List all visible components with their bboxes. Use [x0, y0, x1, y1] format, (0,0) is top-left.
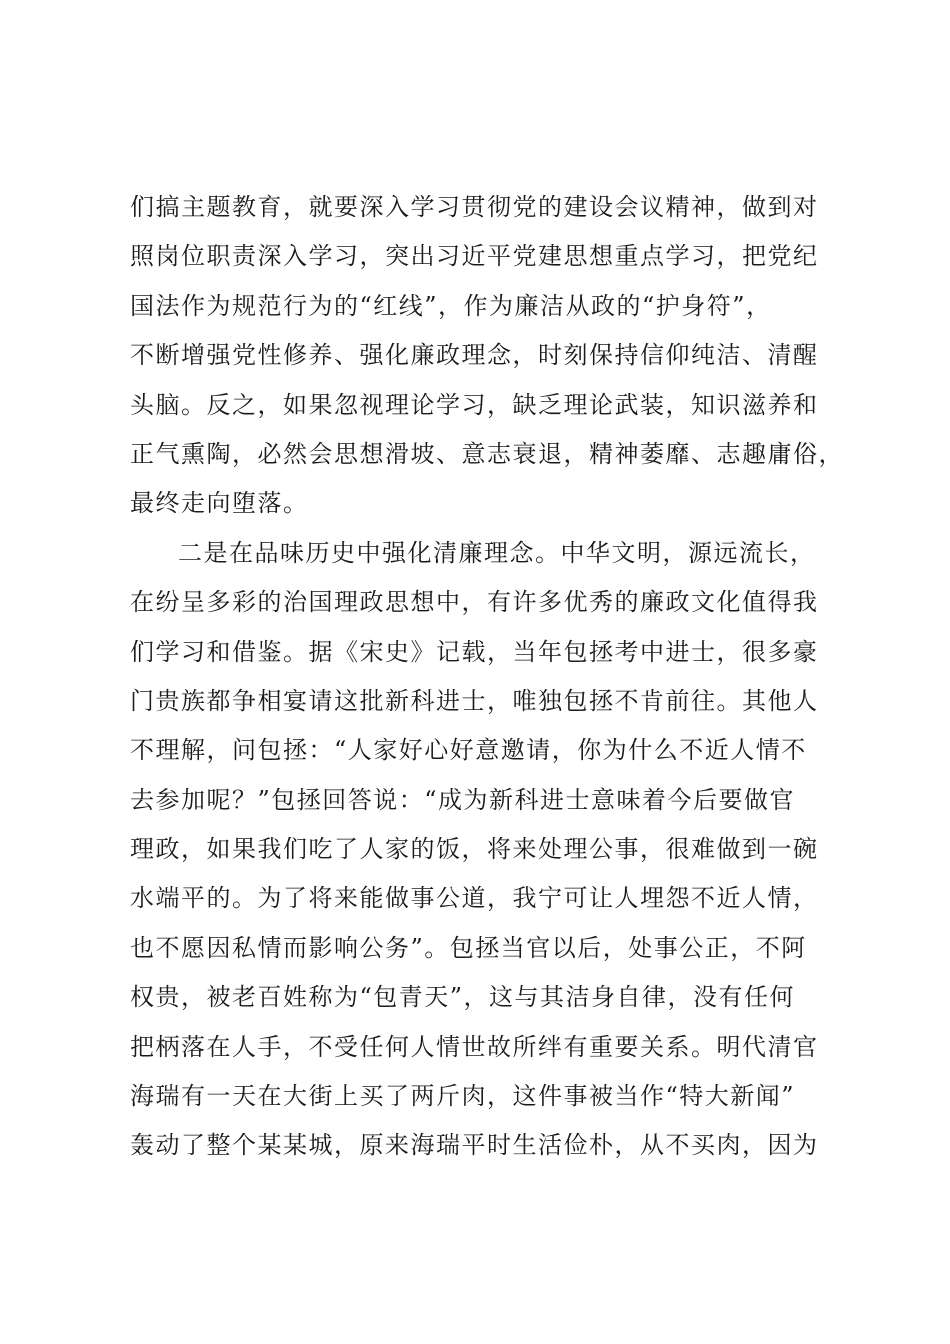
paragraph-line: 不理解，问包拯：“人家好心好意邀请，你为什么不近人情不	[130, 736, 807, 765]
paragraph-line: 最终走向堕落。	[130, 489, 309, 518]
paragraph-line: 海瑞有一天在大街上买了两斤肉，这件事被当作“特大新闻”	[130, 1082, 796, 1111]
paragraph-2	[130, 529, 842, 1171]
paragraph-line: 也不愿因私情而影响公务”。包拯当官以后，处事公正，不阿	[130, 933, 807, 962]
paragraph-line: 权贵，被老百姓称为“包青天”，这与其洁身自律，没有任何	[130, 983, 796, 1012]
paragraph-heading-line: 二是在品味历史中强化清廉理念。中华文明，源远流长，	[178, 538, 816, 567]
paragraph-line: 理政，如果我们吃了人家的饭，将来处理公事，很难做到一碗	[130, 835, 819, 864]
body-text	[130, 183, 842, 1171]
paragraph-line: 轰动了整个某某城，原来海瑞平时生活俭朴，从不买肉，因为	[130, 1131, 819, 1160]
paragraph-line: 把柄落在人手，不受任何人情世故所绊有重要关系。明代清官	[130, 1032, 819, 1061]
paragraph-line: 门贵族都争相宴请这批新科进士，唯独包拯不肯前往。其他人	[130, 686, 819, 715]
paragraph-1	[130, 183, 842, 529]
paragraph-line: 水端平的。为了将来能做事公道，我宁可让人埋怨不近人情，	[130, 884, 819, 913]
paragraph-line: 们搞主题教育，就要深入学习贯彻党的建设会议精神，做到对	[130, 193, 819, 221]
paragraph-line: 国法作为规范行为的“红线”，作为廉洁从政的“护身符”，	[130, 291, 772, 320]
paragraph-line: 照岗位职责深入学习，突出习近平党建思想重点学习，把党纪	[130, 242, 819, 271]
paragraph-line: 在纷呈多彩的治国理政思想中，有许多优秀的廉政文化值得我	[130, 588, 819, 617]
paragraph-line: 去参加呢？”包拯回答说：“成为新科进士意味着今后要做官	[130, 785, 796, 814]
paragraph-line: 正气熏陶，必然会思想滑坡、意志衰退，精神萎靡、志趣庸俗，	[130, 439, 844, 468]
paragraph-line: 头脑。反之，如果忽视理论学习，缺乏理论武装，知识滋养和	[130, 390, 819, 419]
paragraph-line: 们学习和借鉴。据《宋史》记载，当年包拯考中进士，很多豪	[130, 637, 819, 666]
paragraph-line: 不断增强党性修养、强化廉政理念，时刻保持信仰纯洁、清醒	[130, 341, 819, 370]
